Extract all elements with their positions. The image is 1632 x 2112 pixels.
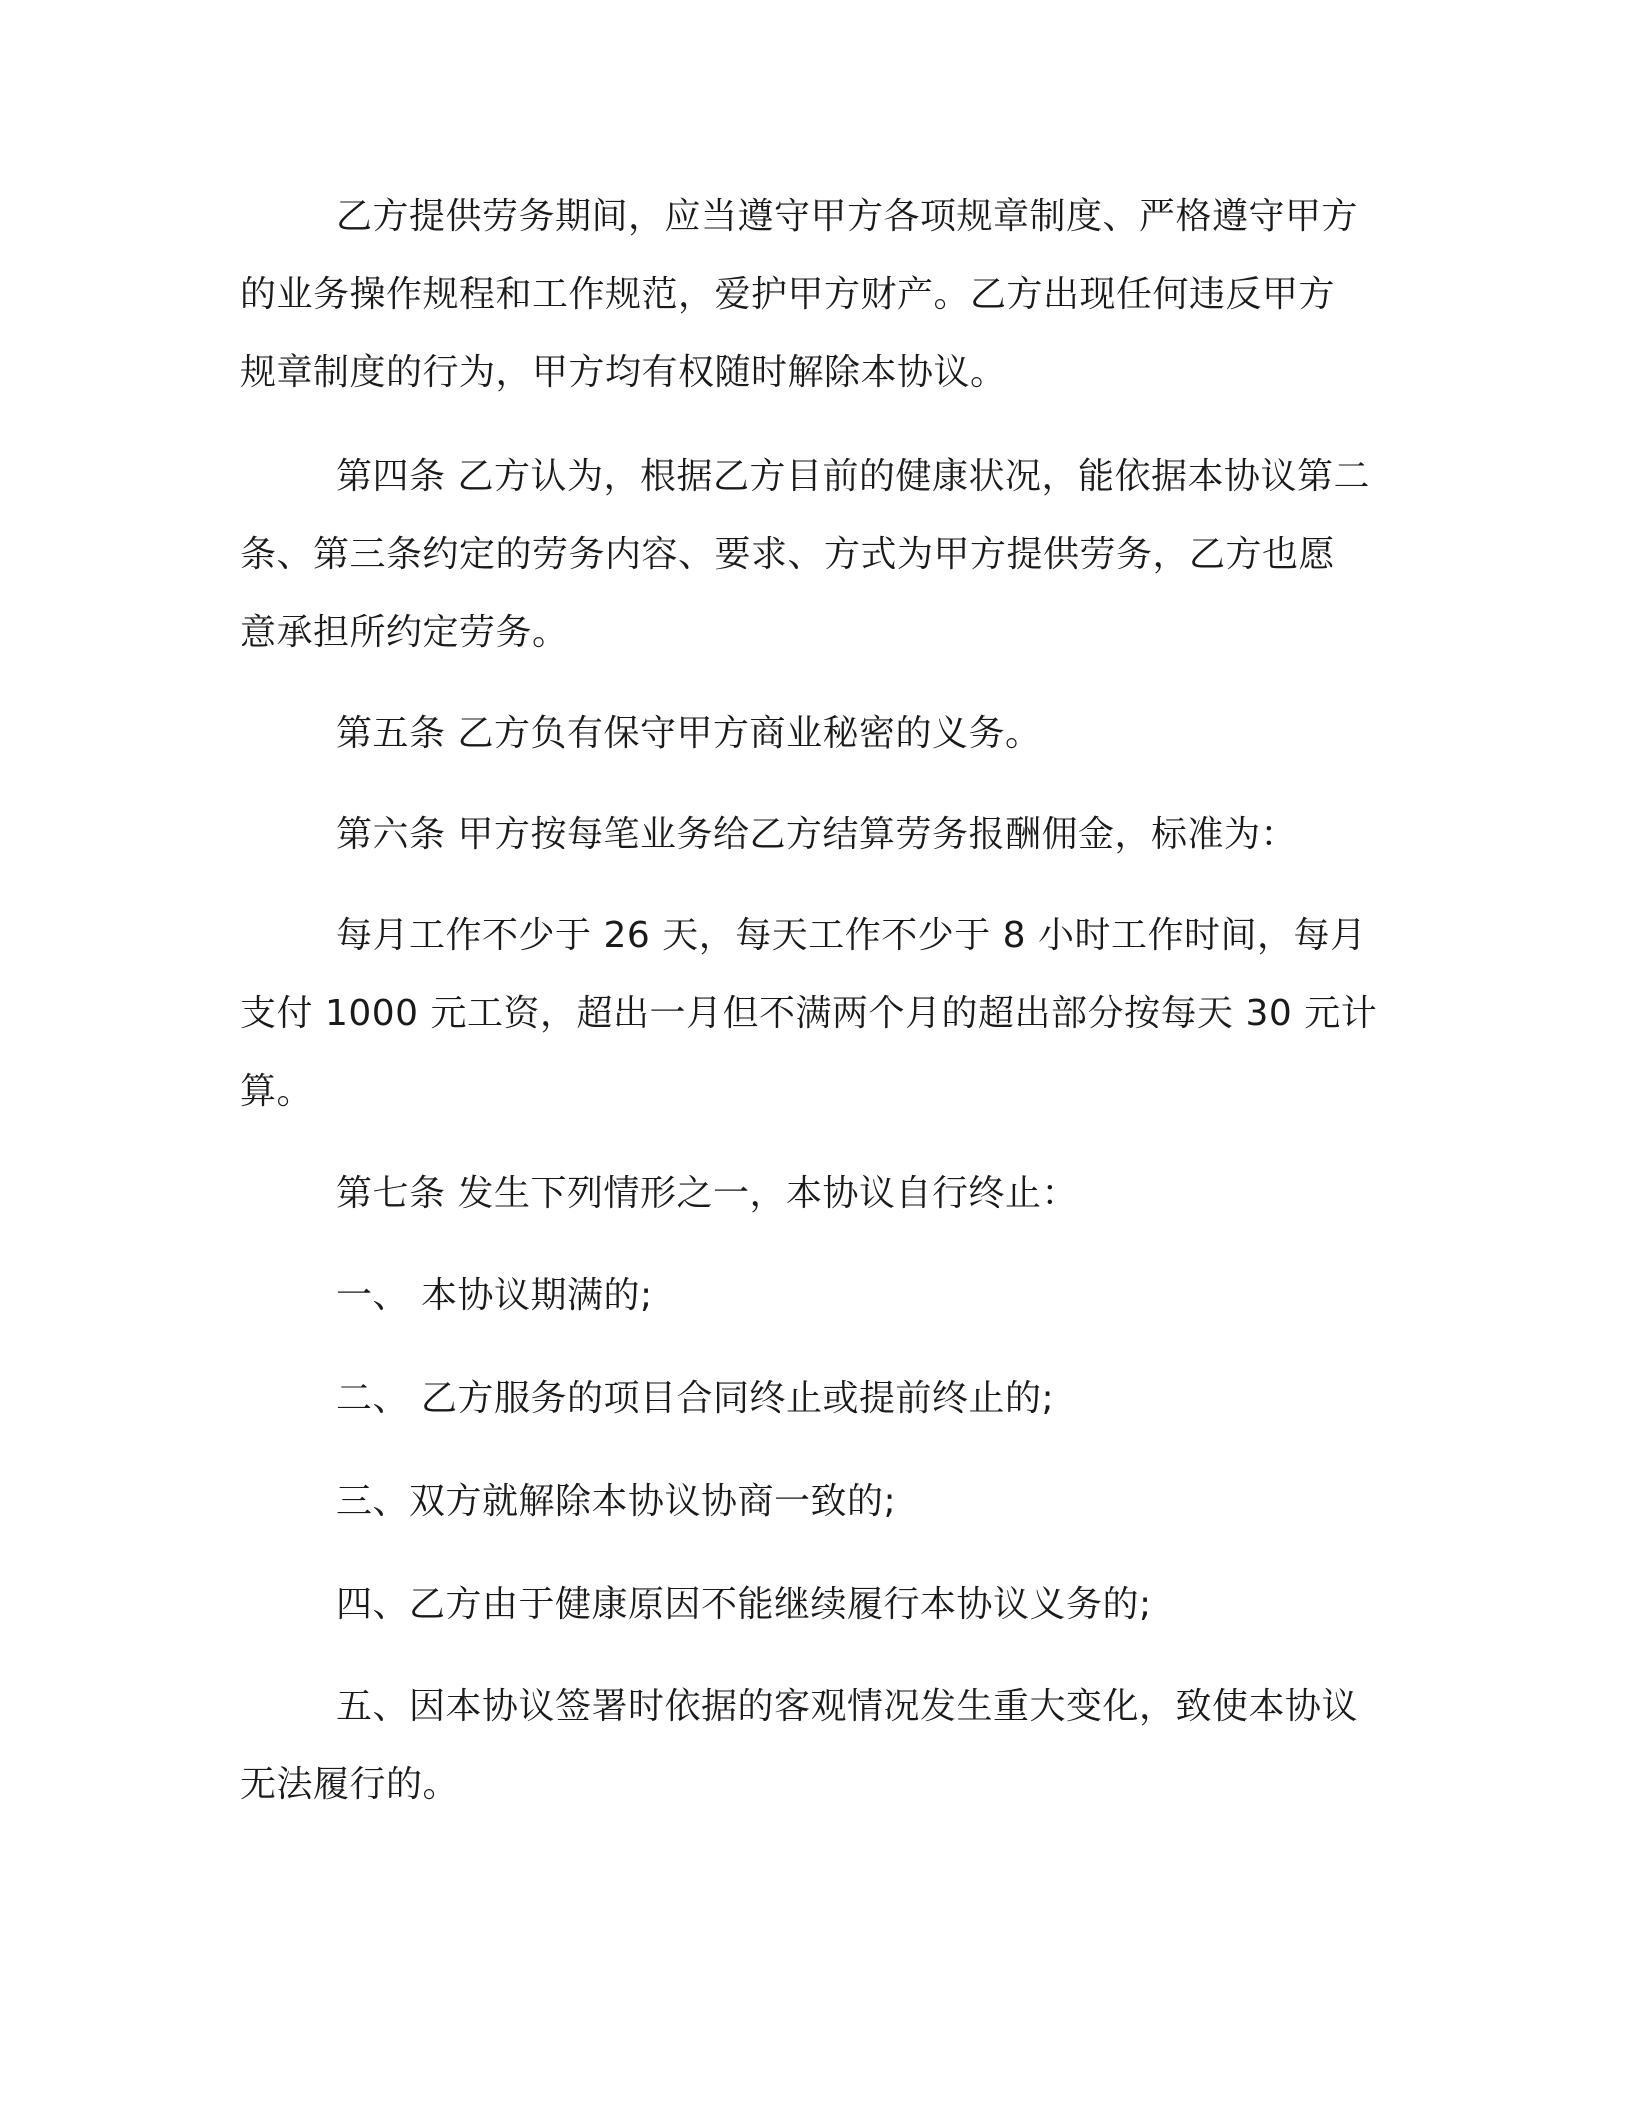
paragraph-line: 二、 乙方服务的项目合同终止或提前终止的; bbox=[336, 1378, 1055, 1419]
paragraph-line: 四、乙方由于健康原因不能继续履行本协议义务的; bbox=[336, 1584, 1152, 1625]
paragraph-line: 五、因本协议签署时依据的客观情况发生重大变化，致使本协议 bbox=[336, 1686, 1359, 1727]
paragraph-line: 规章制度的行为，甲方均有权随时解除本协议。 bbox=[240, 352, 1007, 393]
paragraph-article-4 bbox=[240, 438, 1390, 672]
list-item-4 bbox=[240, 1566, 1390, 1644]
paragraph-line: 支付 1000 元工资，超出一月但不满两个月的超出部分按每天 30 元计 bbox=[240, 993, 1378, 1034]
paragraph-line: 三、双方就解除本协议协商一致的; bbox=[336, 1481, 897, 1522]
paragraph-obligations bbox=[240, 178, 1390, 412]
paragraph-line: 无法履行的。 bbox=[240, 1764, 460, 1805]
paragraph-line: 意承担所约定劳务。 bbox=[240, 612, 569, 653]
paragraph-line: 第四条 乙方认为，根据乙方目前的健康状况，能依据本协议第二 bbox=[336, 456, 1370, 497]
paragraph-line: 一、 本协议期满的; bbox=[336, 1275, 653, 1316]
paragraph-line: 第六条 甲方按每笔业务给乙方结算劳务报酬佣金，标准为： bbox=[336, 814, 1297, 855]
paragraph-line: 第五条 乙方负有保守甲方商业秘密的义务。 bbox=[336, 713, 1042, 754]
paragraph-article-5 bbox=[240, 695, 1390, 773]
paragraph-line: 条、第三条约定的劳务内容、要求、方式为甲方提供劳务，乙方也愿 bbox=[240, 534, 1336, 575]
paragraph-line: 的业务操作规程和工作规范，爱护甲方财产。乙方出现任何违反甲方 bbox=[240, 274, 1336, 315]
list-item-1 bbox=[240, 1257, 1390, 1335]
list-item-2 bbox=[240, 1360, 1390, 1438]
paragraph-article-7 bbox=[240, 1155, 1390, 1233]
paragraph-line: 第七条 发生下列情形之一，本协议自行终止： bbox=[336, 1173, 1078, 1214]
list-item-5 bbox=[240, 1668, 1390, 1824]
list-item-3 bbox=[240, 1463, 1390, 1541]
paragraph-wage-standard bbox=[240, 897, 1390, 1131]
paragraph-article-6 bbox=[240, 796, 1390, 874]
paragraph-line: 每月工作不少于 26 天，每天工作不少于 8 小时工作时间，每月 bbox=[336, 915, 1367, 956]
paragraph-line: 乙方提供劳务期间，应当遵守甲方各项规章制度、严格遵守甲方 bbox=[336, 196, 1359, 237]
paragraph-line: 算。 bbox=[240, 1071, 314, 1112]
